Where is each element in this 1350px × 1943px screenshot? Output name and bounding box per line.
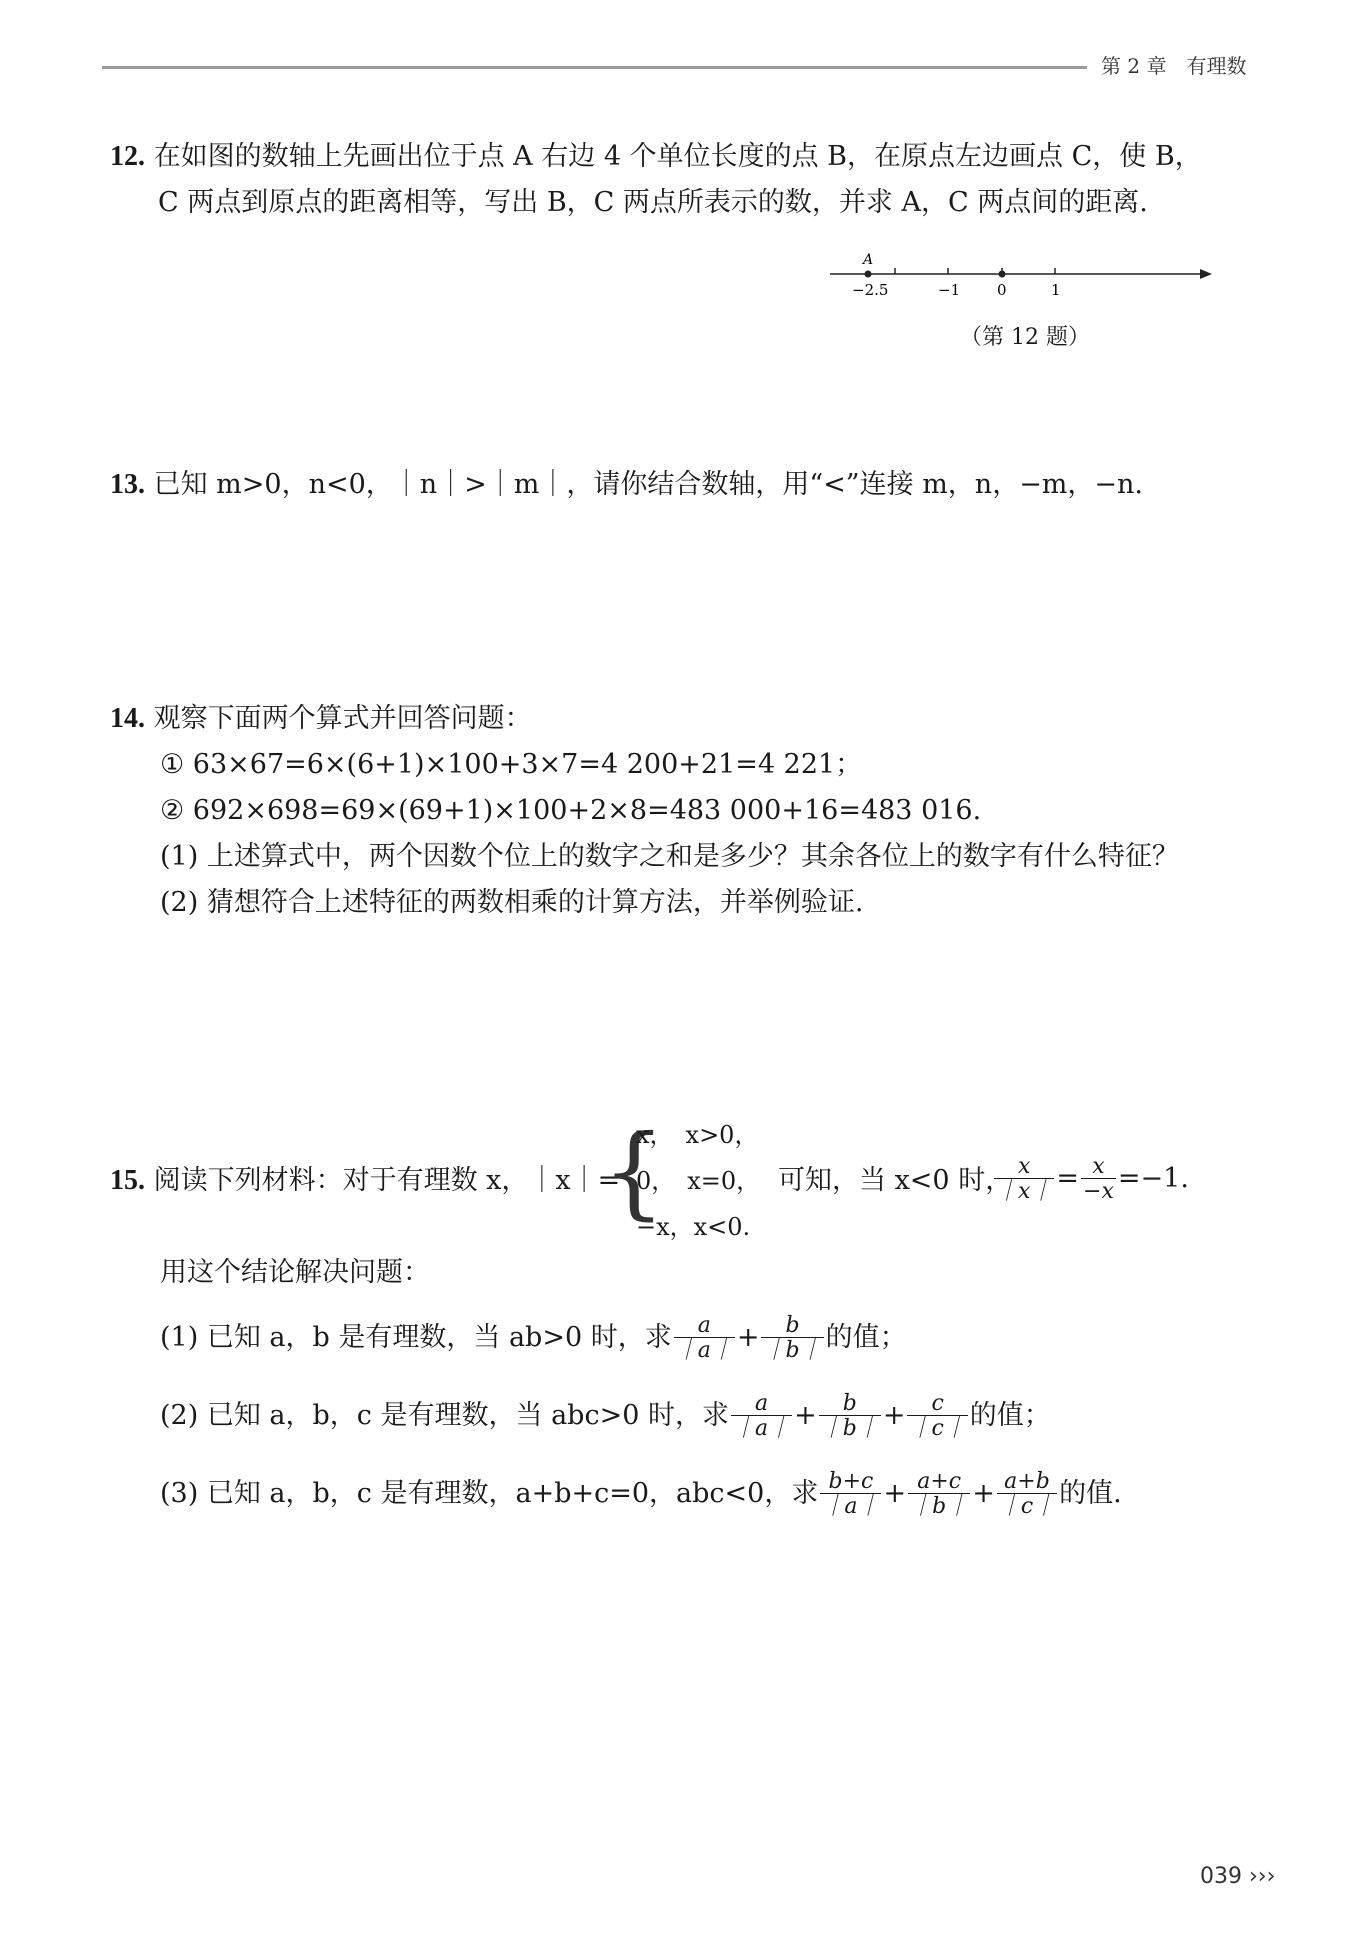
piecewise-brace: { bbox=[602, 1113, 666, 1230]
q15-part3-tail: 的值. bbox=[1059, 1478, 1122, 1509]
q14-intro: 观察下面两个算式并回答问题： bbox=[153, 703, 532, 734]
result-text: =−1. bbox=[1117, 1163, 1189, 1194]
q12-text-1: 在如图的数轴上先画出位于点 A 右边 4 个单位长度的点 B，在原点左边画点 C，使 B， bbox=[153, 141, 1202, 172]
q14-part1: (1) 上述算式中，两个因数个位上的数字之和是多少？其余各位上的数字有什么特征？ bbox=[160, 841, 1179, 872]
q15-part2-text: (2) 已知 a，b，c 是有理数，当 abc>0 时，求 bbox=[160, 1400, 729, 1431]
q13-text: 已知 m>0，n<0，｜n｜>｜m｜，请你结合数轴，用“<”连接 m，n，−m，−n. bbox=[153, 469, 1144, 500]
point-a-dot bbox=[865, 271, 872, 278]
q14-eq1: ① 63×67=6×(6+1)×100+3×7=4 200+21=4 221； bbox=[160, 749, 863, 780]
tick-label-neg2-5: −2.5 bbox=[852, 281, 889, 299]
q15-lead: 阅读下列材料：对于有理数 x，｜x｜= bbox=[153, 1165, 621, 1196]
fraction: $\frac{b}{|b|}$ bbox=[763, 1313, 822, 1363]
fraction: $\frac{x}{|x|}$ bbox=[996, 1154, 1053, 1204]
plus-sign: + bbox=[882, 1400, 906, 1431]
q12-number-line bbox=[820, 250, 1220, 300]
q14-number: 14. bbox=[110, 703, 145, 734]
plus-sign: + bbox=[736, 1322, 760, 1353]
plus-sign: + bbox=[794, 1400, 817, 1431]
q15-case3: −x，x<0. bbox=[636, 1213, 751, 1241]
axis-arrow-icon bbox=[1200, 269, 1212, 279]
tick-label-1: 1 bbox=[1051, 281, 1061, 299]
q15-part3-text: (3) 已知 a，b，c 是有理数，a+b+c=0，abc<0，求 bbox=[160, 1478, 819, 1509]
q15-number: 15. bbox=[110, 1165, 145, 1196]
q12-number: 12. bbox=[110, 141, 145, 172]
fraction: $\frac{a+b}{|c|}$ bbox=[998, 1469, 1056, 1519]
q15-part1-tail: 的值； bbox=[825, 1322, 907, 1353]
q14-part2: (2) 猜想符合上述特征的两数相乘的计算方法，并举例验证. bbox=[160, 887, 864, 918]
fraction: $\frac{c}{|c|}$ bbox=[909, 1391, 966, 1441]
q15-use: 用这个结论解决问题： bbox=[160, 1257, 430, 1288]
origin-dot bbox=[999, 271, 1006, 278]
fraction: $\frac{b}{|b|}$ bbox=[820, 1391, 879, 1441]
fraction: $\frac{a}{|a|}$ bbox=[675, 1313, 733, 1363]
q12-line1 bbox=[110, 140, 1202, 174]
q15-case2: 0， x=0， bbox=[636, 1167, 761, 1195]
q15-case1: x， x>0， bbox=[636, 1121, 759, 1149]
q15-part1 bbox=[160, 1312, 907, 1364]
q15-then: 可知，当 x<0 时， bbox=[778, 1165, 1013, 1196]
q15-part2 bbox=[160, 1390, 1051, 1442]
chapter-title: 第 2 章 有理数 bbox=[1093, 50, 1246, 79]
q12-caption: （第 12 题） bbox=[960, 325, 1090, 350]
q14-line bbox=[110, 702, 532, 736]
q15-lead-line bbox=[110, 1164, 620, 1198]
q12-line2: C 两点到原点的距离相等，写出 B，C 两点所表示的数，并求 A，C 两点间的距离. bbox=[158, 187, 1148, 218]
fraction: $\frac{x}{-x}$ bbox=[1083, 1154, 1114, 1204]
fraction: $\frac{a}{|a|}$ bbox=[732, 1391, 791, 1441]
tick-label-neg1: −1 bbox=[938, 281, 961, 299]
q13-line bbox=[110, 468, 1143, 502]
equals-sign: = bbox=[1056, 1163, 1080, 1194]
plus-sign: + bbox=[972, 1478, 995, 1509]
plus-sign: + bbox=[883, 1478, 907, 1509]
q15-part2-tail: 的值； bbox=[969, 1400, 1051, 1431]
q15-part3 bbox=[160, 1468, 1122, 1520]
q15-part1-text: (1) 已知 a，b 是有理数，当 ab>0 时，求 bbox=[160, 1322, 672, 1353]
fraction: $\frac{a+c}{|b|}$ bbox=[910, 1469, 969, 1519]
tick-label-0: 0 bbox=[997, 281, 1007, 299]
point-a-label: A bbox=[863, 252, 874, 268]
q15-fraction-expr bbox=[992, 1154, 1189, 1204]
q14-eq2: ② 692×698=69×(69+1)×100+2×8=483 000+16=483 016. bbox=[160, 795, 982, 826]
header-rule bbox=[102, 66, 1087, 69]
fraction: $\frac{b+c}{|a|}$ bbox=[822, 1469, 880, 1519]
q13-number: 13. bbox=[110, 469, 145, 500]
page-number: 039 ››› bbox=[1200, 1864, 1276, 1889]
